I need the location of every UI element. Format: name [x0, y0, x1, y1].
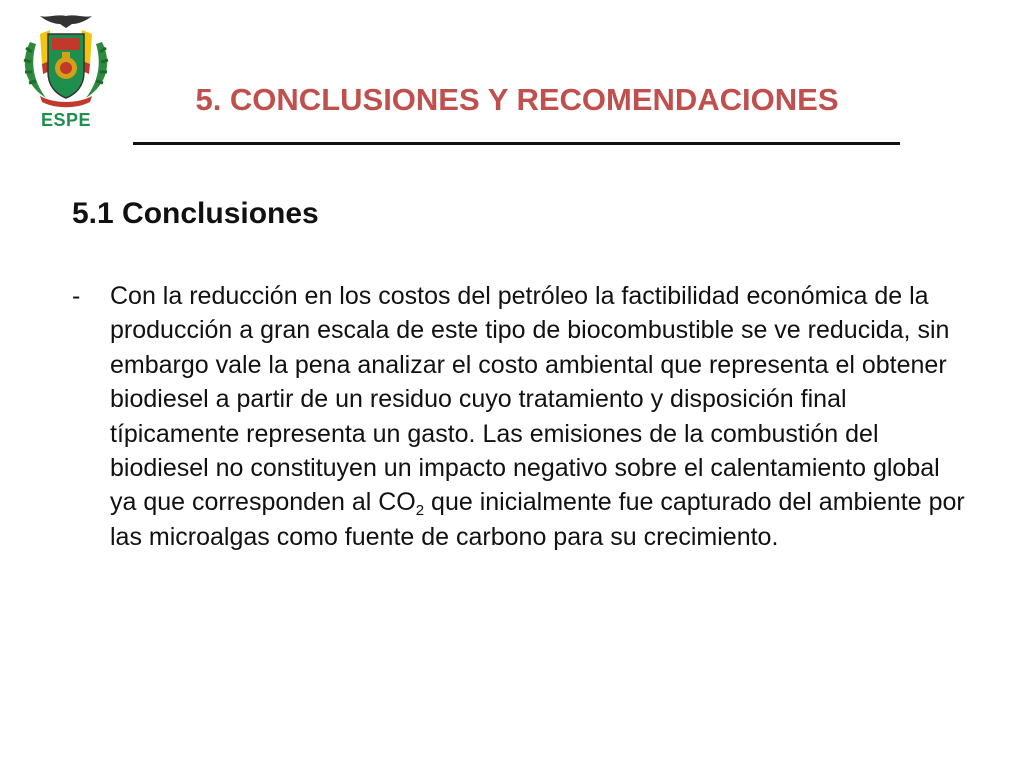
slide-title: 5. CONCLUSIONES Y RECOMENDACIONES	[195, 82, 839, 117]
title-divider	[133, 142, 900, 145]
co2-subscript: 2	[415, 502, 425, 520]
bullet-text-part-2: que inicialmente fue capturado del ambiente por las microalgas como fuente de carbono para su crecimiento.	[110, 488, 965, 551]
list-item	[72, 279, 972, 554]
bullet-dash: -	[72, 282, 81, 310]
logo-text: ESPE	[40, 110, 92, 130]
section-heading: 5.1 Conclusiones	[72, 197, 319, 230]
bullet-text-part-1: Con la reducción en los costos del petróleo la factibilidad económica de la producción a gran escala de este tipo de biocombustible se ve reducida, sin embargo vale la pena analizar el costo ambiental que representa el obtener biodiesel a partir de un residuo cuyo tratamiento y disposición final típicamente representa un gasto. Las emisiones de la combustión del biodiesel no constituyen un impacto negativo sobre el calentamiento global ya que corresponden al CO	[110, 282, 950, 517]
conclusions-list	[72, 279, 972, 554]
bullet-text	[110, 282, 965, 551]
